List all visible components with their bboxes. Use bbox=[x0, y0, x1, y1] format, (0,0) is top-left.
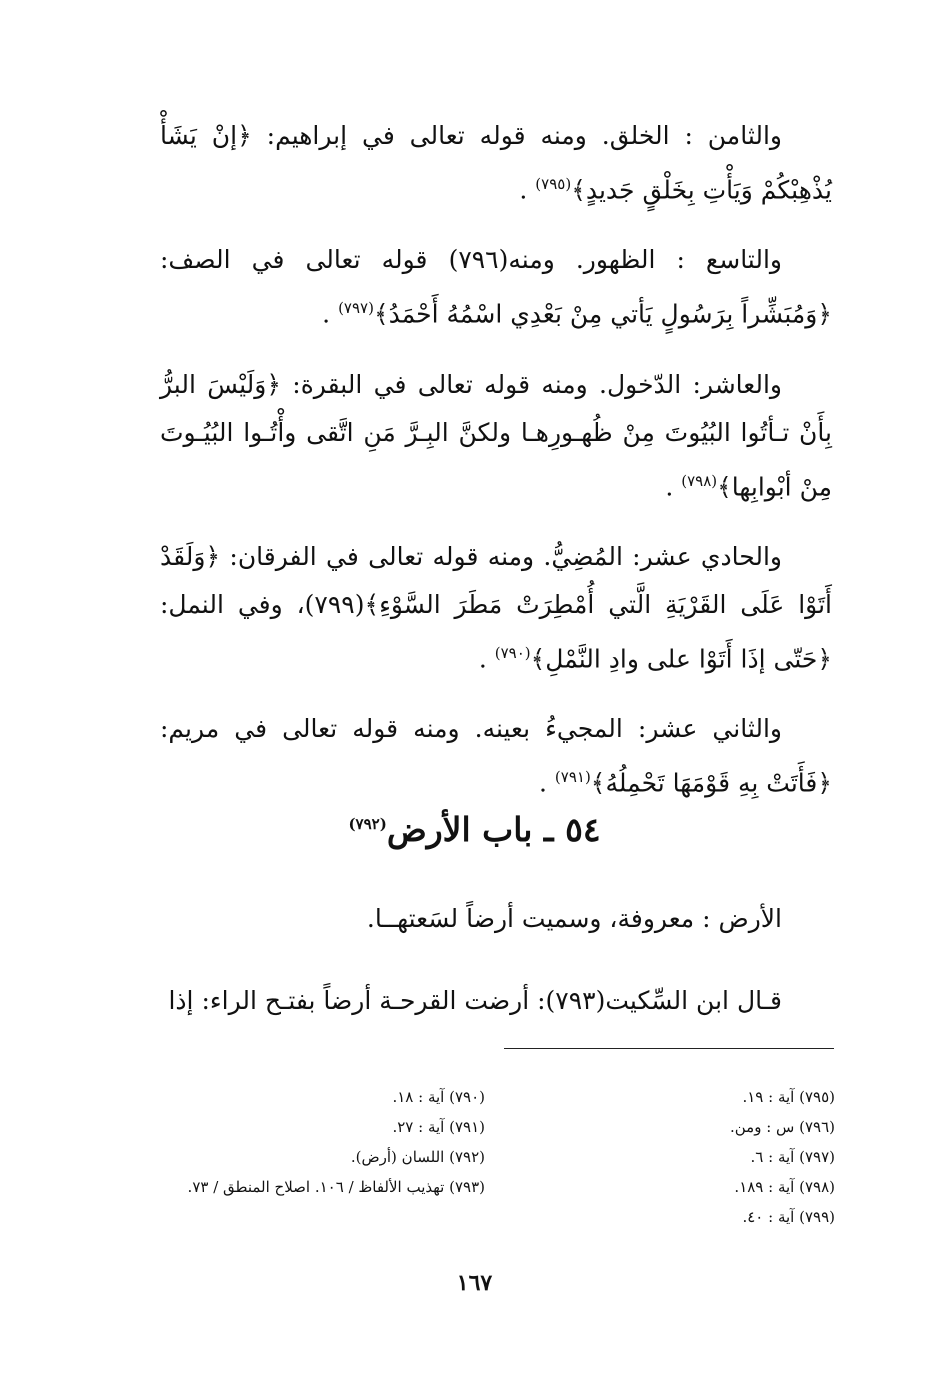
footnotes bbox=[150, 1082, 835, 1232]
paragraph-ibn-sikkit: قـال ابن السِّكيت(٧٩٣): أرضت القرحـة أرضاً بفتـح الراء: إذا bbox=[168, 986, 782, 1015]
footnote-ref[interactable]: (٧٩١) bbox=[554, 768, 591, 787]
paragraph-twelfth: والثاني عشر: المجيءُ بعينه. ومنه قوله تعالى في مريم: ﴿فَأَتَتْ بِهِ قَوْمَهَا تَحْمِلُهُ﴾$^{(٧٩١)}$ . bbox=[160, 714, 832, 798]
footnote: (٧٩٢) اللسان (أرض). bbox=[350, 1148, 485, 1166]
main-text bbox=[160, 112, 832, 808]
paragraph-tenth: والعاشر: الدّخول. ومنه قوله تعالى في البقرة: ﴿وَلَيْسَ البرُّ بِأَنْ تـأتُوا البُيُوتَ مِنْ ظُهـورِهـا ولكنَّ البِـرَّ مَنِ اتَّقى وأْتُـوا البُيُـوتَ مِنْ أبْوابِها﴾$^{(٧٩٨)}$ . bbox=[160, 369, 832, 501]
footnotes-right-column bbox=[535, 1082, 835, 1232]
footnote: (٧٩٠) آية : ١٨. bbox=[392, 1088, 485, 1106]
footnote-ref[interactable]: (٧٩٠) bbox=[494, 643, 531, 662]
chapter-heading: ٥٤ ـ باب الأرض$^{(٧٩٢)}$ bbox=[348, 810, 601, 849]
paragraph-ninth: والتاسع : الظهور. ومنه(٧٩٦) قوله تعالى في الصف: ﴿وَمُبَشِّراً بِرَسُولٍ يَأتي مِنْ بَعْدِي اسْمُهُ أَحْمَدُ﴾$^{(٧٩٧)}$ . bbox=[160, 245, 832, 329]
footnote: (٧٩٨) آية : ١٨٩. bbox=[734, 1178, 835, 1196]
footnote: (٧٩١) آية : ٢٧. bbox=[392, 1118, 485, 1136]
chapter-text bbox=[160, 895, 832, 1059]
footnote-ref[interactable]: (٧٩٨) bbox=[681, 471, 718, 490]
page-number: ١٦٧ bbox=[456, 1270, 493, 1296]
footnote-divider bbox=[504, 1048, 834, 1049]
footnote: (٧٩٦) س : ومن. bbox=[729, 1118, 835, 1136]
footnote-ref[interactable]: (٧٩٧) bbox=[338, 299, 374, 318]
footnote-ref[interactable]: (٧٩٢) bbox=[348, 815, 387, 833]
footnote: (٧٩٥) آية : ١٩. bbox=[742, 1088, 835, 1106]
footnote: (٧٩٩) آية : ٤٠. bbox=[742, 1208, 835, 1226]
footnote: (٧٩٧) آية : ٦. bbox=[750, 1148, 835, 1166]
footnotes-left-column bbox=[150, 1082, 485, 1232]
paragraph-eighth: والثامن : الخلق. ومنه قوله تعالى في إبراهيم: ﴿إنْ يَشَأْ يُذْهِبْكُمْ وَيَأْتِ بِخَلْقٍ جَديدٍ﴾$^{(٧٩٥)}$ . bbox=[160, 121, 832, 205]
paragraph-eleventh: والحادي عشر: المُضِيُّ. ومنه قوله تعالى في الفرقان: ﴿وَلَقَدْ أَتَوْا عَلَى القَرْيَةِ الَّتي أُمْطِرَتْ مَطَرَ السَّوْءِ﴾(٧٩٩)، وفي النمل: ﴿حَتّى إذَا أَتَوْا على وادِ النَّمْلِ﴾$^{(٧٩٠)}$ . bbox=[160, 541, 832, 674]
footnote: (٧٩٣) تهذيب الألفاظ / ١٠٦. اصلاح المنطق / ٧٣. bbox=[187, 1178, 485, 1196]
footnote-ref[interactable]: (٧٩٥) bbox=[535, 175, 572, 193]
paragraph-definition: الأرض : معروفة، وسميت أرضاً لسَعتهــا. bbox=[366, 904, 782, 933]
